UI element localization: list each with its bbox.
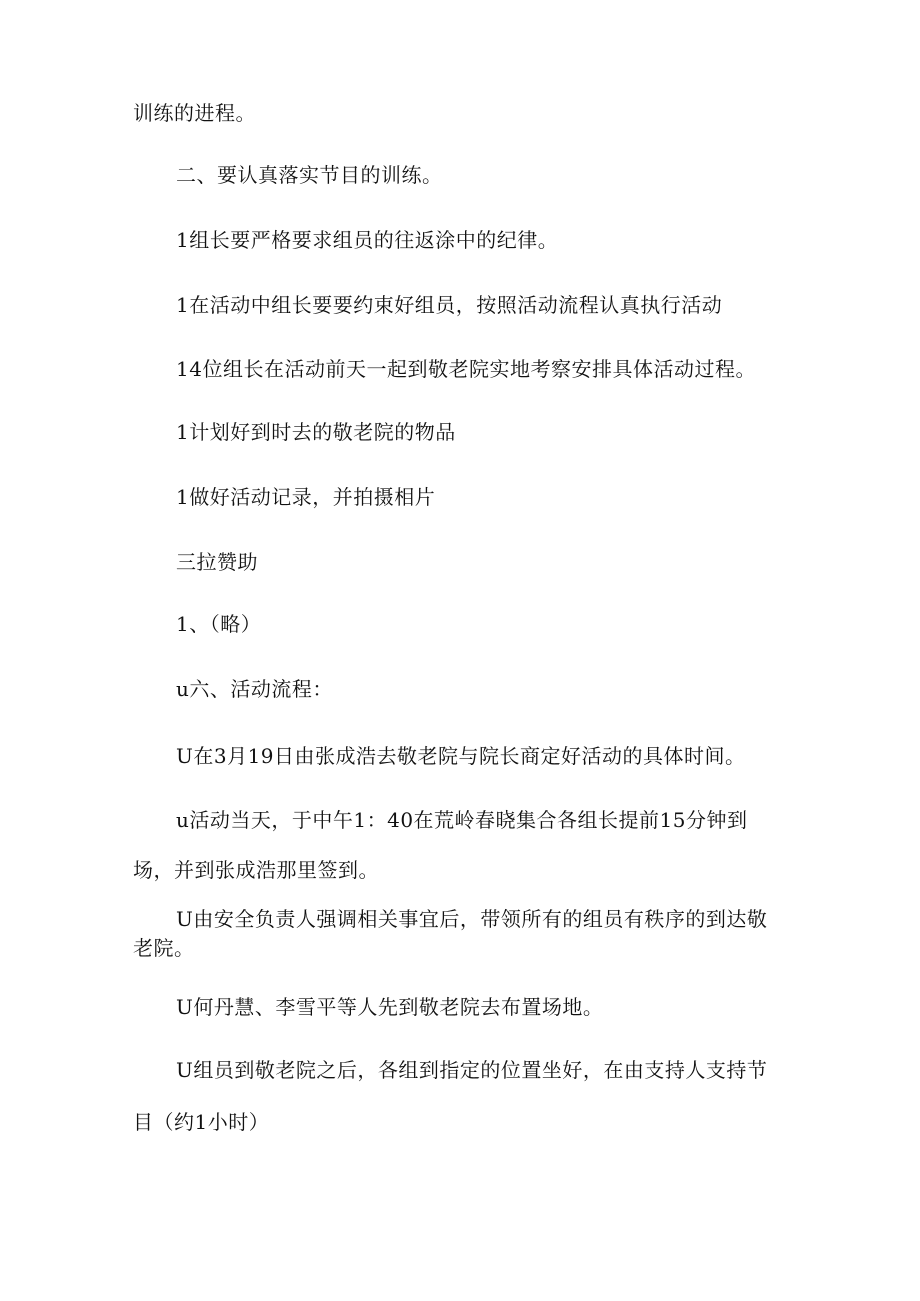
list-item: U由安全负责人强调相关事宜后，带领所有的组员有秩序的到达敬 — [176, 907, 768, 931]
list-item: 1、（略） — [176, 612, 262, 636]
list-item: 1做好活动记录，并拍摄相片 — [176, 485, 436, 509]
list-item: 1在活动中组长要要约束好组员，按照活动流程认真执行活动 — [176, 293, 723, 317]
list-item: 1计划好到时去的敬老院的物品 — [176, 420, 456, 444]
text-line: 训练的进程。 — [133, 101, 256, 125]
list-item: U组员到敬老院之后，各组到指定的位置坐好，在由支持人支持节 — [176, 1058, 768, 1082]
text-line-continuation: 目（约1小时） — [133, 1110, 270, 1134]
section-heading: 二、要认真落实节目的训练。 — [176, 163, 443, 187]
text-line-continuation: 老院。 — [133, 936, 195, 960]
list-item: U在3月19日由张成浩去敬老院与院长商定好活动的具体时间。 — [176, 744, 746, 768]
list-item: u活动当天，于中午1：40在荒岭春晓集合各组长提前15分钟到 — [176, 808, 748, 832]
list-item: 1组长要严格要求组员的往返涂中的纪律。 — [176, 228, 559, 252]
list-item: U何丹慧、李雪平等人先到敬老院去布置场地。 — [176, 995, 604, 1019]
section-heading: 三拉赞助 — [176, 550, 258, 574]
section-heading: u六、活动流程： — [176, 677, 333, 701]
text-line-continuation: 场，并到张成浩那里签到。 — [133, 858, 379, 882]
list-item: 14位组长在活动前天一起到敬老院实地考察安排具体活动过程。 — [176, 357, 756, 381]
